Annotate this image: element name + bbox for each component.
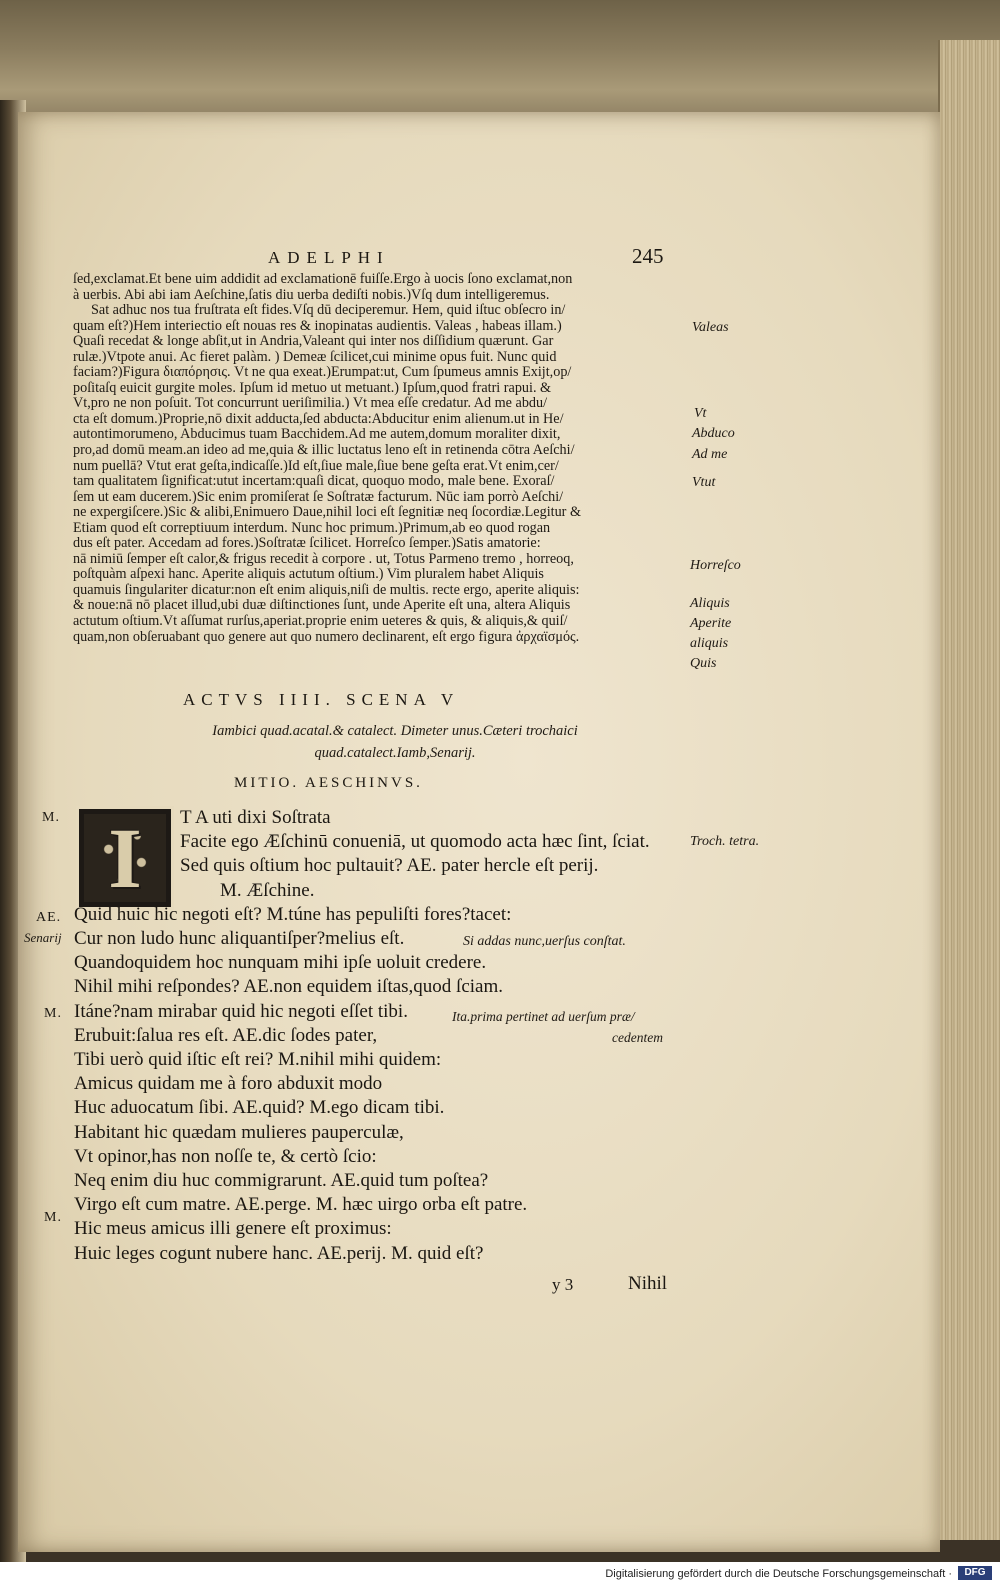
commentary-line: ne expergiſcere.)Sic & alibi,Enimuero Daue,nihil loci eſt ſegnitiæ neq ſocordiæ.Legitur &	[73, 505, 581, 521]
meter-line: quad.catalect.Iamb,Senarij.	[314, 745, 476, 761]
commentary-line: actutum oſtium.Vt aſſumat rurſus,aperiat.proprie enim ueteres & quis, & aliquis,& quiſ/	[73, 614, 568, 630]
margin-note: Horreſco	[690, 558, 741, 573]
commentary-line: ſed,exclamat.Et bene uim addidit ad exclamationē fuiſſe.Ergo à uocis ſono exclamat,non	[73, 272, 573, 287]
commentary-line: tam qualitatem ſignificat:utut incertam:quaſi dicat, quoquo modo, male bene. Exoraſ/	[73, 474, 555, 490]
commentary-line: Sat adhuc nos tua fruſtrata eſt fides.Vſq dū deciperemur. Hem, quid iſtuc obſecro in/	[91, 303, 566, 319]
margin-note: Senarij	[24, 930, 62, 945]
verse-line: Quandoquidem hoc nunquam mihi ipſe uoluit credere.	[74, 952, 487, 974]
signature-mark: y 3	[552, 1275, 574, 1294]
scene-heading: ACTVS IIII. SCENA V	[183, 690, 460, 709]
commentary-line: rulæ.)Vtpote anui. Ac fieret palàm. ) Demeæ ſcilicet,cui minime opus fuit. Nunc quid	[73, 349, 557, 365]
margin-note: cedentem	[612, 1030, 663, 1045]
commentary-line: num puellā? Vtut erat geſta,indicaſſe.)Id eſt,ſiue male,ſiue bene geſta erat.Vt enim,cer/	[73, 458, 559, 474]
commentary-line: faciam?)Figura διαπόρησις. Vt ne qua exeat.)Erumpat:ut, Cum ſpumeus amnis Exijt,op/	[73, 365, 572, 381]
verse-line: M. Æſchine.	[220, 879, 315, 901]
commentary-line: Etiam quod eſt correptiuum interdum. Nunc hoc primum.)Primum,ab eo quod rogan	[73, 520, 551, 536]
commentary-line: & noue:nā nō placet illud,ubi duæ diſtinctiones ſunt, unde Aperite eſt una, altera Aliquis	[73, 598, 571, 614]
verse-line: Cur non ludo hunc aliquantiſper?melius eſt.	[74, 928, 405, 950]
verse-line: Nihil mihi reſpondes? AE.non equidem iſtas,quod ſciam.	[74, 976, 504, 998]
verse-line: Huc aduocatum ſibi. AE.quid? M.ego dicam tibi.	[74, 1097, 445, 1119]
margin-note: Si addas nunc,uerſus conſtat.	[463, 934, 626, 949]
dfg-logo: DFG	[958, 1566, 992, 1580]
verse-line: Virgo eſt cum matre. AE.perge. M. hæc uirgo orba eſt patre.	[74, 1194, 528, 1216]
verse-line: Erubuit:ſalua res eſt. AE.dic ſodes pater,	[74, 1024, 378, 1046]
speaker-label: AE.	[36, 910, 62, 925]
book-page-edges	[938, 40, 1000, 1540]
catchword: Nihil	[628, 1273, 668, 1294]
margin-note: Ita.prima pertinet ad uerſum præ/	[452, 1009, 635, 1024]
verse-line: Sed quis oſtium hoc pultauit? AE. pater hercle eſt perij.	[180, 855, 599, 877]
verse-block	[74, 806, 694, 1266]
verse-line: Neq enim diu huc commigrarunt. AE.quid tum poſtea?	[74, 1170, 489, 1192]
verse-line: Tibi uerò quid iſtic eſt rei? M.nihil mihi quidem:	[74, 1049, 442, 1071]
margin-note: Quis	[690, 656, 717, 671]
margin-note: Aperite	[690, 616, 732, 631]
dramatis-personae: MITIO. AESCHINVS.	[234, 775, 423, 791]
book-top-edge	[0, 0, 1000, 120]
verse-line: Hic meus amicus illi genere eſt proximus:	[74, 1218, 392, 1240]
verse-line: T A uti dixi Soſtrata	[180, 807, 331, 828]
commentary-line: poſitaſq euicit gurgite moles. Ipſum id metuo ut metuant.) Ipſum,quod fratri rapui. &	[73, 380, 552, 396]
commentary-line: à uerbis. Abi abi iam Aeſchine,ſatis diu uerba dediſti nobis.)Vſq dum intelligeremus.	[73, 287, 550, 303]
margin-note: Ad me	[692, 447, 728, 462]
commentary-line: quamuis ſingulariter dicatur:non eſt enim aliquis,niſi de multis. recte ergo, aperite aliquis:	[73, 582, 580, 598]
commentary-line: Quaſi recedat & longe abſit,ut in Andria,Valeant qui inter nos diſſidium quærunt. Gar	[73, 334, 554, 350]
commentary-line: poſtquàm aſpexi hanc. Aperite aliquis actutum oſtium.) Vim pluralem habet Aliquis	[73, 567, 544, 583]
page-number: 245	[632, 244, 664, 268]
commentary-line: ſem ut eam ducerem.)Sic enim promiſerat ſe Soſtratæ facturum. Nūc iam porrò Aeſchi/	[73, 489, 564, 505]
speaker-label: M.	[44, 1210, 62, 1225]
margin-note: Valeas	[692, 320, 729, 335]
commentary-line: Vt,pro ne non poſuit. Tot concurrunt ueriſimilia.) Vt mea eſſe credatur. Ad me abdu/	[73, 396, 548, 412]
commentary-line: nā nimiū ſemper eſt calor,& frigus recedit à corpore . ut, Totus Parmeno tremo , horreoq,	[73, 551, 574, 567]
verse-line: Amicus quidam me à foro abduxit modo	[74, 1073, 383, 1095]
margin-note: aliquis	[690, 636, 729, 651]
meter-note	[185, 720, 605, 764]
verse-line: Vt opinor,has non noſſe te, & certò ſcio:	[74, 1145, 377, 1167]
margin-note: Abduco	[692, 426, 735, 441]
verse-line: Habitant hic quædam mulieres pauperculæ,	[74, 1121, 404, 1143]
margin-note: Vtut	[692, 475, 716, 490]
verse-line: Huic leges cogunt nubere hanc. AE.perij. M. quid eſt?	[74, 1242, 484, 1264]
meter-line: Iambici quad.acatal.& catalect. Dimeter unus.Cæteri trochaici	[212, 723, 578, 739]
margin-note: Aliquis	[690, 596, 730, 611]
margin-note: Troch. tetra.	[690, 834, 760, 849]
speaker-label: M.	[44, 1006, 62, 1021]
speaker-label: M.	[42, 810, 60, 825]
commentary-line: cta eſt domum.)Proprie,nō dixit adducta,ſed abducta:Abducitur enim alienum.ut in He/	[73, 411, 564, 427]
footer-credit: Digitalisierung gefördert durch die Deutsche Forschungsgemeinschaft ·	[605, 1568, 952, 1580]
verse-line: Quid huic hic negoti eſt? M.túne has pepuliſti fores?tacet:	[74, 903, 512, 925]
verse-line: Itáne?nam mirabar quid hic negoti eſſet tibi.	[74, 1000, 408, 1022]
commentary-block	[73, 272, 689, 645]
initial-letter: I	[108, 810, 142, 906]
commentary-line: dus eſt pater. Accedam ad fores.)Soſtratæ ſcilicet. Horreſco ſemper.)Satis amatorie:	[73, 536, 541, 552]
margin-note: Vt	[694, 406, 707, 421]
verse-line: Facite ego Æſchinū conueniā, ut quomodo acta hæc ſint, ſciat.	[180, 831, 650, 853]
running-header: ADELPHI	[268, 248, 390, 267]
commentary-line: pro,ad domū meam.an ideo ad me,quia & illic luctatus leno eſt in retinenda cōtra Aeſchi/	[73, 443, 575, 459]
commentary-line: quam eſt?)Hem interiectio eſt nouas res & inopinatas audientis. Valeas , habeas illam.)	[73, 318, 562, 334]
commentary-line: autontimorumeno, Abducimus tuam Bacchidem.Ad me autem,domum moraliter dixit,	[73, 427, 561, 443]
commentary-line: quam,non obſeruabant quo genere aut quo numero declinarent, eſt ergo figura ἀρχαϊσμός.	[73, 629, 580, 645]
